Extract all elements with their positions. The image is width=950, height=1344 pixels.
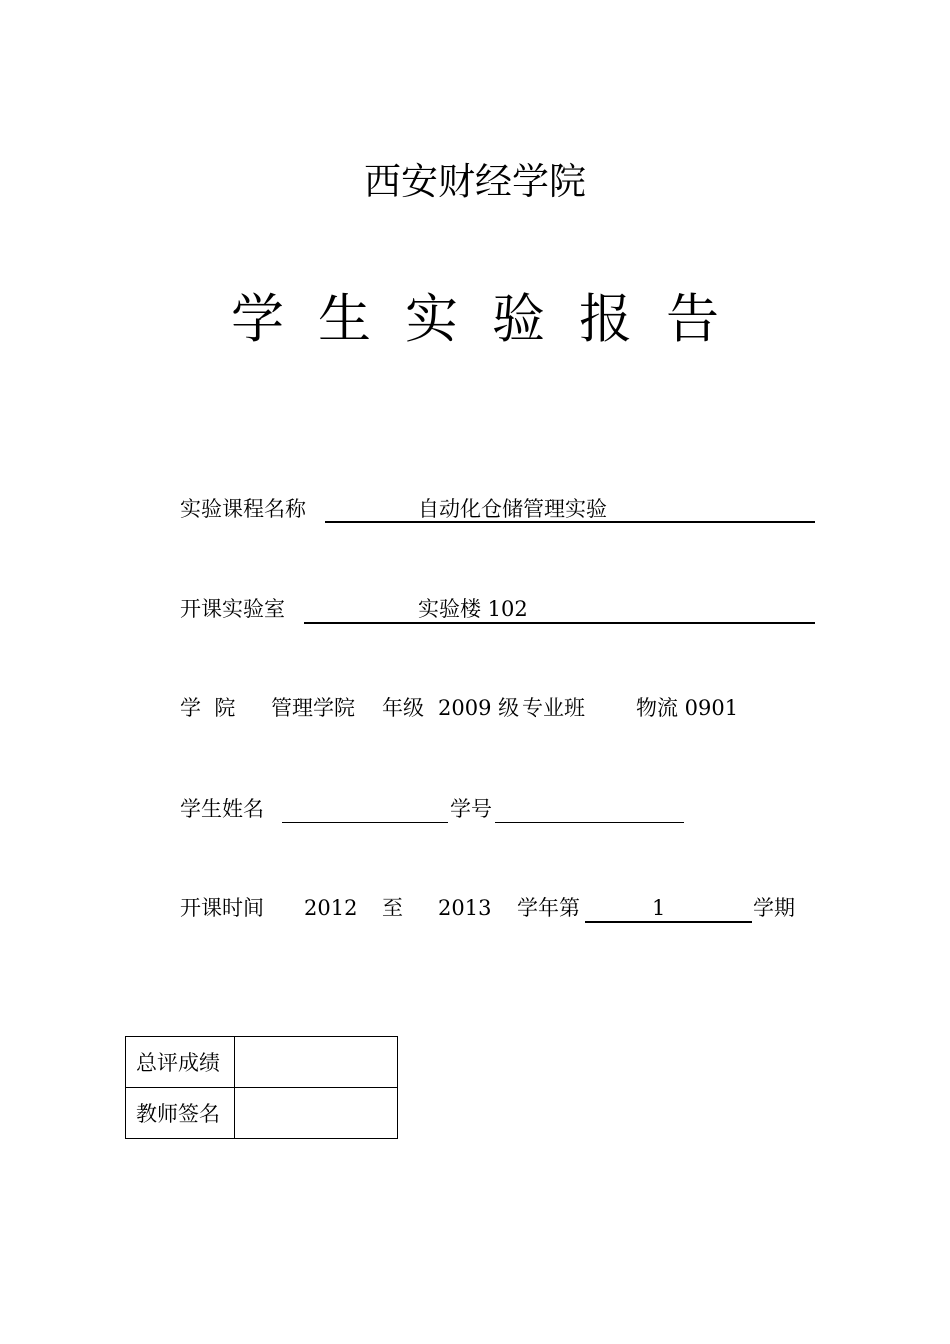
college-label: 学 院 [180, 696, 236, 720]
lab-label: 开课实验室 [180, 597, 285, 621]
semester-value: 1 [652, 896, 666, 920]
table-row [126, 1037, 398, 1088]
table-row [126, 1088, 398, 1139]
major-label: 专业班 [522, 696, 585, 720]
grade-label: 年级 [382, 696, 424, 720]
year-start: 2012 [304, 896, 358, 920]
college-value: 管理学院 [271, 696, 355, 720]
semester-underline [585, 921, 752, 923]
score-table [125, 1036, 398, 1139]
lab-value: 实验楼 102 [418, 597, 528, 621]
student-id-label: 学号 [450, 797, 492, 821]
student-name-underline [282, 822, 448, 823]
teacher-signature-cell [235, 1088, 398, 1139]
major-value: 物流 0901 [636, 696, 739, 720]
student-name-label: 学生姓名 [180, 797, 264, 821]
grade-value: 2009 级 [438, 696, 520, 720]
semester-prefix: 学年第 [517, 896, 580, 920]
teacher-signature-label: 教师签名 [126, 1088, 235, 1139]
course-label: 实验课程名称 [180, 497, 306, 521]
total-score-label: 总评成绩 [126, 1037, 235, 1088]
semester-suffix: 学期 [753, 896, 795, 920]
course-value: 自动化仓储管理实验 [418, 497, 607, 521]
time-label: 开课时间 [180, 896, 264, 920]
total-score-cell [235, 1037, 398, 1088]
to-text: 至 [382, 896, 403, 920]
report-title: 学生实验报告 [231, 289, 753, 350]
student-id-underline [495, 822, 684, 823]
lab-underline [304, 622, 815, 624]
year-end: 2013 [438, 896, 492, 920]
school-name: 西安财经学院 [364, 160, 586, 203]
